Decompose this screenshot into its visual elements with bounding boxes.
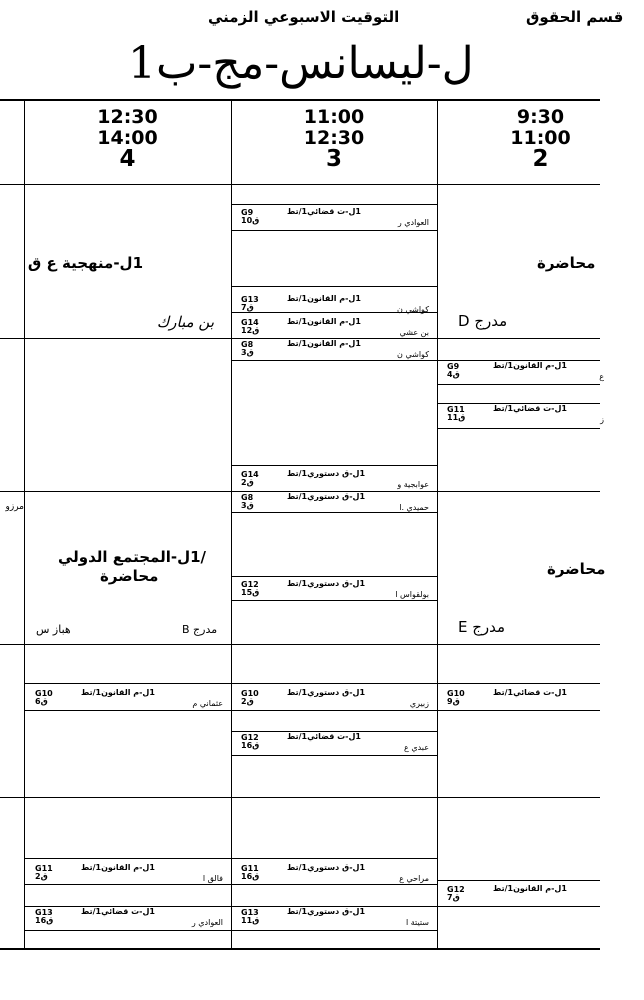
session-block: [239, 494, 433, 514]
session-room: ق3: [241, 348, 254, 357]
session-subject: 1ل-ت قضائي1/تط: [493, 688, 567, 697]
session-room: ق12: [241, 326, 260, 335]
session-block: [33, 865, 227, 885]
session-group: G11: [447, 405, 465, 414]
slot-line: [232, 230, 437, 231]
session-subject: 1ل-ت قضائي1/تط: [287, 732, 361, 741]
grid-row4-line: [0, 797, 600, 798]
session-prof: كواشي ن: [397, 350, 429, 359]
lecture-room: مدرج E: [458, 618, 506, 636]
session-block: [445, 361, 604, 383]
session-subject: 1ل-ق دستوري1/تط: [287, 492, 366, 501]
slot-line: [25, 930, 231, 931]
session-prof: حميدي .ا: [399, 503, 429, 512]
session-block: [239, 209, 433, 229]
session-subject: 1ل-ق دستوري1/تط: [287, 863, 366, 872]
lecture-room: مدرج D: [458, 312, 508, 330]
session-prof: بولقواس ا: [395, 590, 429, 599]
session-group: G12: [241, 580, 259, 589]
slot-line: [25, 683, 231, 684]
session-group: G10: [447, 689, 465, 698]
session-room: ق3: [241, 501, 254, 510]
session-room: ق16: [241, 872, 260, 881]
session-room: ق7: [241, 303, 254, 312]
session-block: [239, 341, 433, 361]
session-prof: بن عشي: [399, 328, 429, 337]
session-block: [239, 909, 433, 929]
session-subject: 1ل-م القانون1/تط: [81, 688, 155, 697]
period-number: 3: [325, 146, 342, 172]
session-subject: 1ل-ت قضائي1/تط: [493, 404, 567, 413]
session-prof: فالق ا: [202, 874, 223, 883]
session-subject: 1ل-م القانون1/تط: [81, 863, 155, 872]
lecture-room: مدرج B: [182, 623, 218, 636]
session-group: G14: [241, 318, 259, 327]
grid-row3-line: [0, 644, 600, 645]
session-group: G10: [35, 689, 53, 698]
period-end: 14:00: [97, 127, 158, 149]
session-subject: 1ل-م القانون1/تط: [287, 294, 361, 303]
period-start: 11:00: [303, 106, 365, 128]
lecture-teacher: هباز س: [36, 623, 71, 636]
side-fragment: مرزو: [5, 502, 24, 512]
slot-line: [232, 858, 437, 859]
session-room: ق11: [241, 916, 260, 925]
session-block: [445, 886, 600, 906]
slot-line: [232, 286, 437, 287]
session-block: [33, 909, 227, 929]
session-block: [239, 581, 433, 601]
session-room: ق16: [35, 916, 54, 925]
session-prof: ع: [599, 372, 604, 381]
session-group: G10: [241, 689, 259, 698]
session-block: [445, 404, 604, 426]
session-group: G8: [241, 493, 254, 502]
lecture-teacher: بن مبارك: [156, 313, 214, 331]
slot-line: [232, 204, 437, 205]
slot-line: [232, 755, 437, 756]
session-room: ق4: [447, 370, 460, 379]
session-block: [239, 471, 433, 491]
session-prof: ستيتة ا: [406, 918, 429, 927]
lecture-title: 1ل-منهجية ع ق: [27, 254, 143, 272]
session-group: G11: [35, 864, 53, 873]
session-prof: عبدي ع: [404, 743, 429, 752]
session-subject: 1ل-م القانون1/تط: [287, 339, 361, 348]
group-title: 1ل-ليسانس-مج-ب: [128, 38, 474, 89]
session-subject: 1ل-ق دستوري1/تط: [287, 688, 366, 697]
session-room: ق11: [447, 413, 466, 422]
period-2-header: [437, 107, 644, 170]
slot-line: [25, 710, 231, 711]
slot-line: [438, 428, 600, 429]
session-block: [445, 690, 600, 710]
session-prof: العوادي ر: [397, 218, 429, 227]
faculty-label: قسم الحقوق: [526, 8, 624, 26]
grid-header-bottom-line: [0, 184, 600, 185]
slot-line: [232, 683, 437, 684]
period-end: 11:00: [510, 127, 571, 149]
slot-line: [232, 710, 437, 711]
session-room: ق16: [241, 741, 260, 750]
session-subject: 1ل-ق دستوري1/تط: [287, 579, 366, 588]
session-room: ق15: [241, 588, 260, 597]
session-prof: كواشي ن: [397, 305, 429, 314]
session-block: [239, 319, 433, 339]
session-group: G9: [241, 208, 254, 217]
session-subject: 1ل-ت قضائي1/تط: [81, 907, 155, 916]
period-4-header: [24, 107, 231, 170]
session-group: G13: [35, 908, 53, 917]
slot-line: [232, 576, 437, 577]
session-prof: ز: [600, 415, 604, 424]
lecture-title: محاضرة: [537, 254, 596, 272]
grid-bottom-line: [0, 948, 600, 950]
session-room: ق6: [35, 697, 48, 706]
session-room: ق2: [35, 872, 48, 881]
session-group: G9: [447, 362, 460, 371]
session-group: G11: [241, 864, 259, 873]
slot-line: [438, 880, 600, 881]
session-group: G12: [241, 733, 259, 742]
session-group: G12: [447, 885, 465, 894]
session-group: G14: [241, 470, 259, 479]
session-subject: 1ل-م القانون1/تط: [493, 361, 567, 370]
session-block: [33, 690, 227, 710]
period-number: 4: [119, 146, 136, 172]
period-3-header: [231, 107, 437, 170]
session-block: [239, 865, 433, 885]
session-room: ق2: [241, 697, 254, 706]
period-start: 12:30: [97, 106, 158, 128]
session-subject: 1ل-ق دستوري1/تط: [287, 907, 366, 916]
session-subject: 1ل-ت قضائي1/تط: [287, 207, 361, 216]
session-group: G8: [241, 340, 254, 349]
session-subject: 1ل-م القانون1/تط: [493, 884, 567, 893]
session-room: ق2: [241, 478, 254, 487]
session-room: ق10: [241, 216, 260, 225]
session-prof: عثماني م: [192, 699, 223, 708]
grid-col-line-3: [437, 99, 438, 949]
session-block: [239, 734, 433, 754]
period-start: 9:30: [516, 106, 565, 128]
period-number: 2: [532, 146, 549, 172]
grid-col-line-1: [24, 99, 25, 949]
grid-top-line: [0, 99, 600, 101]
slot-line: [438, 384, 600, 385]
period-end: 12:30: [303, 127, 365, 149]
session-prof: العوادي ر: [191, 918, 223, 927]
grid-col-line-2: [231, 99, 232, 949]
lecture-subtitle: محاضرة: [100, 567, 159, 585]
session-subject: 1ل-ق دستوري1/تط: [287, 469, 366, 478]
slot-line: [25, 858, 231, 859]
session-prof: زبيري: [409, 699, 429, 708]
session-room: ق7: [447, 893, 460, 902]
lecture-title: محاضرة: [547, 560, 606, 578]
session-block: [239, 690, 433, 710]
slot-line: [232, 930, 437, 931]
session-block: [239, 296, 433, 316]
lecture-title: /1ل-المجتمع الدولي: [58, 548, 207, 566]
slot-line: [438, 710, 600, 711]
session-room: ق9: [447, 697, 460, 706]
schedule-title: التوقيت الاسبوعي الزمني: [208, 8, 400, 26]
session-prof: عوابجية و: [397, 480, 429, 489]
session-prof: مراحي ع: [399, 874, 429, 883]
session-group: G13: [241, 908, 259, 917]
slot-line: [438, 906, 600, 907]
session-group: G13: [241, 295, 259, 304]
slot-line: [232, 465, 437, 466]
session-subject: 1ل-م القانون1/تط: [287, 317, 361, 326]
slot-line: [438, 683, 600, 684]
